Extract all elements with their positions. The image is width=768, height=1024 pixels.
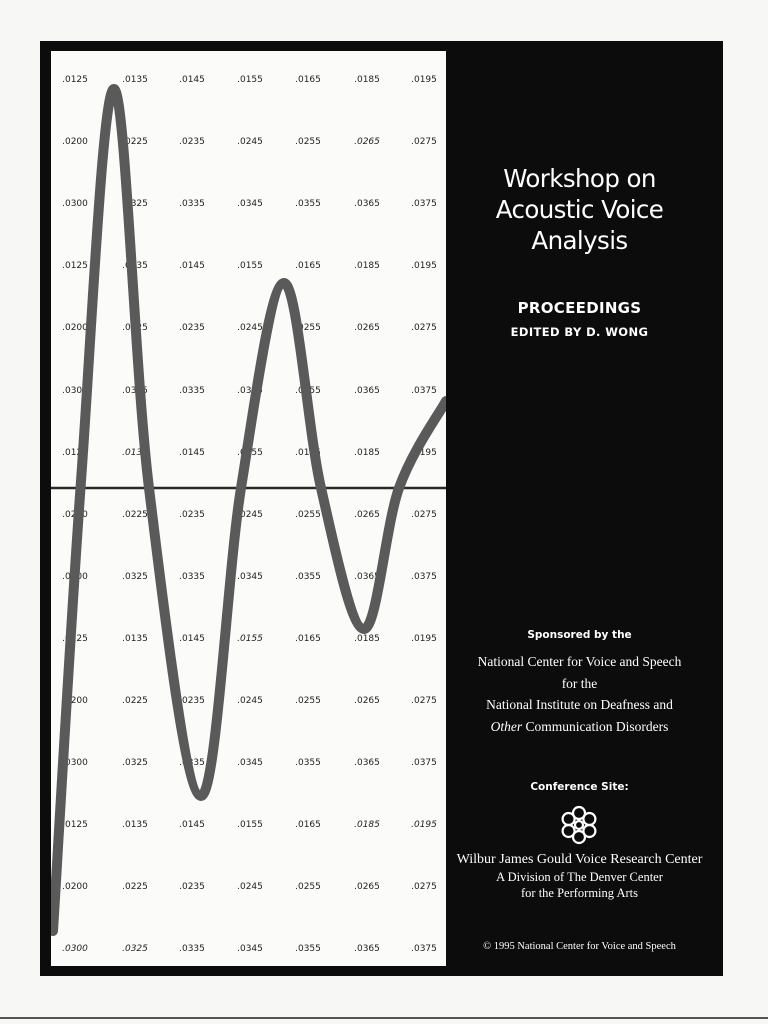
grid-number: .0325 xyxy=(122,199,148,210)
grid-number: .0275 xyxy=(411,137,437,148)
grid-number: .0135 xyxy=(122,75,148,85)
grid-number: .0165 xyxy=(295,633,321,644)
grid-number: .0225 xyxy=(122,509,148,520)
grid-number: .0145 xyxy=(179,75,205,85)
copyright-notice: © 1995 National Center for Voice and Speech xyxy=(483,941,676,952)
grid-number: .0355 xyxy=(295,385,321,396)
damped-sine-wave xyxy=(53,89,446,931)
grid-number: .0265 xyxy=(354,882,380,893)
cover-title xyxy=(446,163,713,256)
grid-number: .0195 xyxy=(411,447,437,458)
grid-number: .0155 xyxy=(237,633,263,644)
grid-number: .0235 xyxy=(179,696,205,706)
venue-block xyxy=(446,851,713,901)
venue-subline: for the Performing Arts xyxy=(521,886,638,900)
grid-number: .0275 xyxy=(411,696,437,706)
grid-number: .0200 xyxy=(62,882,88,893)
grid-number: .0185 xyxy=(354,820,380,831)
grid-number: .0145 xyxy=(179,447,205,458)
grid-number: .0235 xyxy=(179,323,205,334)
grid-number: .0300 xyxy=(62,199,88,210)
grid-number: .0185 xyxy=(354,447,380,458)
grid-number: .0365 xyxy=(354,385,380,396)
grid-number: .0145 xyxy=(179,261,205,272)
grid-number: .0195 xyxy=(411,261,437,272)
grid-number: .0245 xyxy=(237,696,263,706)
grid-number: .0135 xyxy=(122,447,148,458)
sponsor-line: for the xyxy=(561,675,598,691)
sponsor-italic-word: Other xyxy=(490,718,523,734)
grid-number: .0145 xyxy=(179,633,205,644)
grid-number: .0335 xyxy=(179,571,205,582)
grid-number: .0375 xyxy=(411,199,437,210)
sponsored-by-label: Sponsored by the xyxy=(527,629,632,641)
grid-number: .0245 xyxy=(237,509,263,520)
conference-site-label: Conference Site: xyxy=(530,781,629,793)
grid-number: .0345 xyxy=(237,758,263,769)
grid-number: .0365 xyxy=(354,571,380,582)
grid-number: .0335 xyxy=(179,944,205,955)
grid-number: .0185 xyxy=(354,633,380,644)
grid-number: .0255 xyxy=(295,696,321,706)
proceedings-heading: PROCEEDINGS xyxy=(517,299,642,317)
title-line: Acoustic Voice xyxy=(495,195,664,224)
grid-number: .0225 xyxy=(122,696,148,706)
grid-number: .0155 xyxy=(237,261,263,272)
grid-number: .0355 xyxy=(295,199,321,210)
grid-number: .0275 xyxy=(411,882,437,893)
grid-number: .0335 xyxy=(179,385,205,396)
grid-number: .0155 xyxy=(237,447,263,458)
grid-number: .0245 xyxy=(237,323,263,334)
title-panel xyxy=(446,51,713,966)
venue-subline: A Division of The Denver Center xyxy=(496,870,663,884)
grid-number: .0245 xyxy=(237,137,263,148)
grid-number: .0225 xyxy=(122,882,148,893)
page-bottom-rule xyxy=(0,1017,768,1019)
grid-number: .0195 xyxy=(411,820,437,831)
grid-number: .0200 xyxy=(62,696,88,706)
sponsor-line: National Institute on Deafness and xyxy=(486,697,673,712)
grid-number: .0135 xyxy=(122,261,148,272)
grid-number: .0145 xyxy=(179,820,205,831)
sponsor-line: National Center for Voice and Speech xyxy=(477,654,682,669)
grid-number: .0355 xyxy=(295,571,321,582)
grid-number: .0300 xyxy=(62,385,88,396)
grid-number: .0325 xyxy=(122,571,148,582)
grid-number: .0325 xyxy=(122,385,148,396)
grid-number: .0165 xyxy=(295,75,321,85)
grid-number: .0185 xyxy=(354,75,380,85)
grid-number: .0255 xyxy=(295,323,321,334)
grid-number: .0135 xyxy=(122,633,148,644)
grid-number: .0125 xyxy=(62,447,88,458)
grid-number: .0265 xyxy=(354,137,380,148)
knot-flower-icon xyxy=(557,803,601,847)
grid-number: .0375 xyxy=(411,571,437,582)
grid-number: .0125 xyxy=(62,75,88,85)
grid-number: .0335 xyxy=(179,758,205,769)
grid-number: .0345 xyxy=(237,944,263,955)
grid-number: .0375 xyxy=(411,944,437,955)
grid-number: .0265 xyxy=(354,323,380,334)
grid-number: .0165 xyxy=(295,261,321,272)
grid-number: .0365 xyxy=(354,944,380,955)
proceedings-cover xyxy=(40,41,723,976)
grid-number: .0165 xyxy=(295,820,321,831)
grid-number: .0365 xyxy=(354,199,380,210)
grid-number: .0325 xyxy=(122,944,148,955)
sponsor-block xyxy=(446,629,713,737)
sponsor-line-rest: Communication Disorders xyxy=(522,718,669,734)
grid-number: .0125 xyxy=(62,261,88,272)
grid-number: .0200 xyxy=(62,137,88,148)
grid-number: .0245 xyxy=(237,882,263,893)
grid-number: .0235 xyxy=(179,509,205,520)
grid-number: .0300 xyxy=(62,944,88,955)
grid-number: .0375 xyxy=(411,385,437,396)
venue-name: Wilbur James Gould Voice Research Center xyxy=(456,852,703,867)
grid-number: .0155 xyxy=(237,75,263,85)
grid-number: .0185 xyxy=(354,261,380,272)
grid-number: .0235 xyxy=(179,882,205,893)
grid-number: .0235 xyxy=(179,137,205,148)
grid-number: .0195 xyxy=(411,633,437,644)
grid-number: .0335 xyxy=(179,199,205,210)
grid-number: .0125 xyxy=(62,633,88,644)
grid-number: .0345 xyxy=(237,199,263,210)
grid-number: .0275 xyxy=(411,509,437,520)
waveform-graphic xyxy=(51,51,446,966)
grid-number: .0225 xyxy=(122,323,148,334)
grid-number: .0165 xyxy=(295,447,321,458)
grid-number: .0225 xyxy=(122,137,148,148)
grid-number: .0265 xyxy=(354,509,380,520)
grid-number: .0300 xyxy=(62,571,88,582)
grid-number: .0155 xyxy=(237,820,263,831)
grid-number: .0265 xyxy=(354,696,380,706)
grid-number: .0300 xyxy=(62,758,88,769)
sponsor-line xyxy=(446,716,713,738)
grid-number: .0345 xyxy=(237,571,263,582)
grid-number: .0255 xyxy=(295,137,321,148)
grid-number: .0200 xyxy=(62,323,88,334)
grid-number: .0125 xyxy=(62,820,88,831)
editor-line: EDITED BY D. WONG xyxy=(510,325,649,339)
grid-number: .0345 xyxy=(237,385,263,396)
waveform-panel xyxy=(51,51,446,966)
grid-number: .0195 xyxy=(411,75,437,85)
grid-number: .0200 xyxy=(62,509,88,520)
grid-number: .0135 xyxy=(122,820,148,831)
title-line: Analysis xyxy=(531,226,628,255)
grid-number: .0275 xyxy=(411,323,437,334)
grid-number: .0355 xyxy=(295,758,321,769)
grid-number: .0355 xyxy=(295,944,321,955)
grid-number: .0255 xyxy=(295,882,321,893)
grid-number: .0325 xyxy=(122,758,148,769)
grid-number: .0365 xyxy=(354,758,380,769)
title-line: Workshop on xyxy=(503,164,656,193)
grid-number: .0255 xyxy=(295,509,321,520)
grid-number: .0375 xyxy=(411,758,437,769)
